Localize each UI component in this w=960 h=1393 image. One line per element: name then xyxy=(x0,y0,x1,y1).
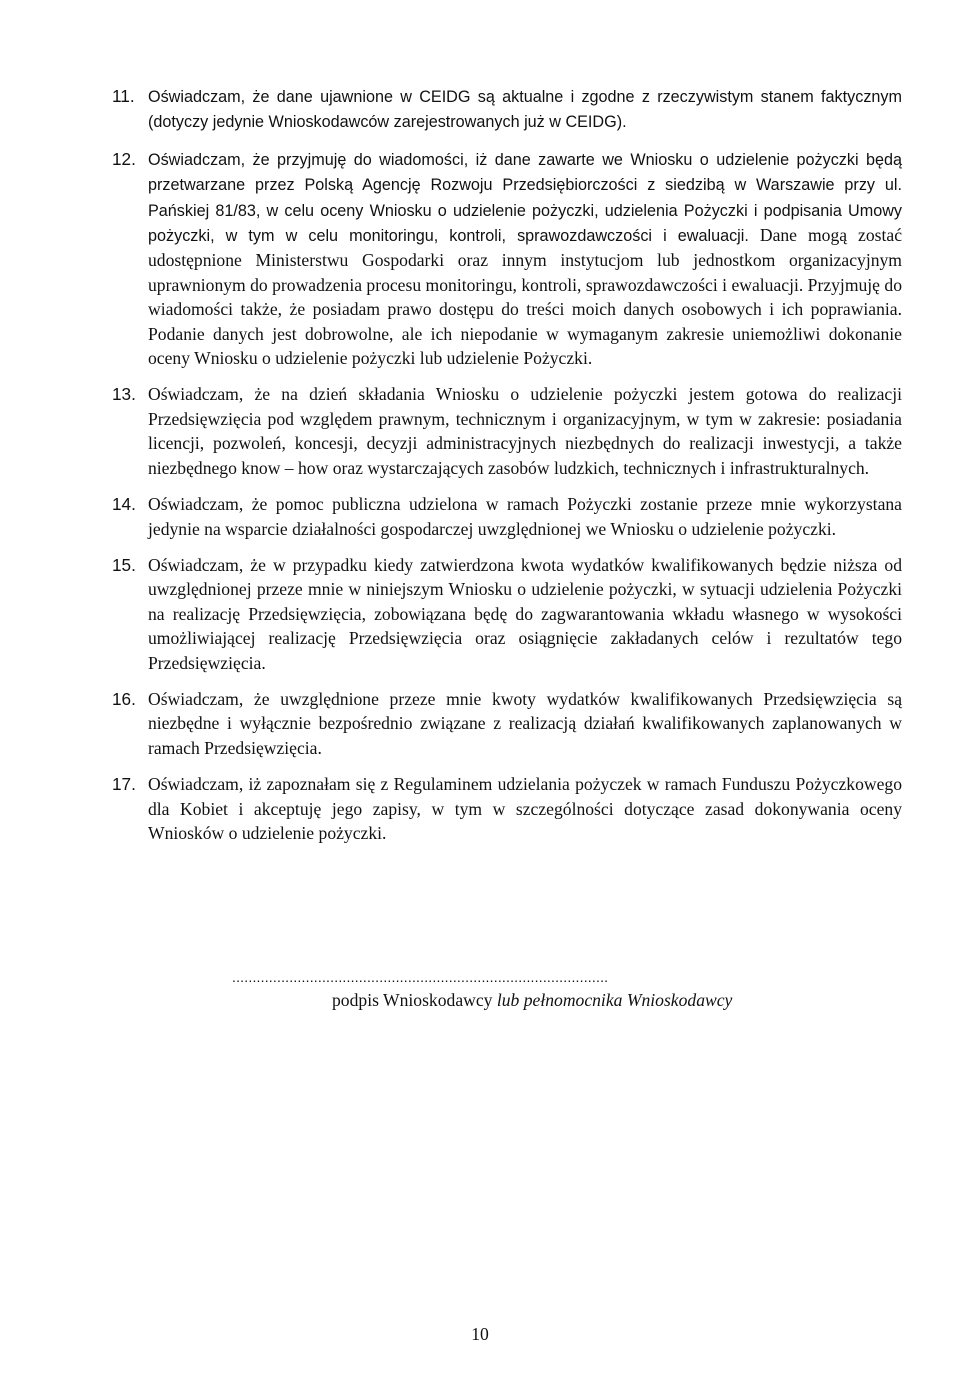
statement-text xyxy=(148,772,902,845)
statement-number: 13. xyxy=(112,384,136,405)
statement-text xyxy=(148,687,902,760)
statement-item xyxy=(112,492,902,541)
statement-item xyxy=(112,687,902,760)
statement-text-segment: Dane mogą zostać udostępnione Ministerstwu Gospodarki oraz innym instytucjom lub jednostkom organizacyjnym uprawnionym do prowadzenia procesu monitoringu, kontroli, sprawozdawczości i ewaluacji. Przyjmuję do wiadomości także, że posiadam prawo dostępu do treści moich danych osobowych i ich poprawiania. Podanie danych jest dobrowolne, ale ich niepodanie w wymaganym zakresie uniemożliwi dokonanie oceny Wniosku o udzielenie pożyczki lub udzielenie Pożyczki. xyxy=(148,225,902,369)
signature-line: ............................................................................................ xyxy=(232,969,609,985)
statement-item xyxy=(112,382,902,480)
statement-text-segment: Oświadczam, że w przypadku kiedy zatwierdzona kwota wydatków kwalifikowanych będzie niższa od uwzględnionej przeze mnie w niniejszym Wniosku o udzielenie pożyczki, w sytuacji udzielenia Pożyczki na realizację Przedsięwzięcia, zobowiązana będę do zagwarantowania wkładu własnego w wysokości umożliwiającej realizację Przedsięwzięcia oraz osiągnięcie zakładanych celów i rezultatów tego Przedsięwzięcia. xyxy=(148,554,902,673)
statement-text-segment: Oświadczam, że na dzień składania Wniosku o udzielenie pożyczki jestem gotowa do realizacji Przedsięwzięcia pod względem prawnym, technicznym i organizacyjnym, w tym w zakresie: posiadania licencji, pozwoleń, koncesji, decyzji administracyjnych niezbędnych do realizacji inwestycji, a także niezbędnego know – how oraz wystarczających zasobów ludzkich, technicznych i infrastrukturalnych. xyxy=(148,384,902,478)
signature-caption-italic: lub pełnomocnika Wnioskodawcy xyxy=(496,990,733,1010)
statement-text xyxy=(148,492,902,541)
statement-text xyxy=(148,84,902,135)
signature-caption xyxy=(332,988,832,1012)
statement-number: 12. xyxy=(112,148,136,169)
statement-number: 16. xyxy=(112,688,136,709)
statement-item xyxy=(112,553,902,675)
statement-text xyxy=(148,553,902,675)
statement-text-segment: Oświadczam, że przyjmuję do wiadomości, iż dane zawarte we Wniosku o udzielenie pożyczki będą przetwarzane przez Polską Agencję Rozwoju Przedsiębiorczości z siedzibą w Warszawie przy ul. Pańskiej 81/83, w celu oceny Wniosku o udzielenie pożyczki, udzielenia Pożyczki i podpisania Umowy pożyczki, w tym w celu monitoringu, kontroli, sprawozdawczości i ewaluacji. xyxy=(148,150,902,246)
statement-number: 15. xyxy=(112,554,136,575)
statement-text-segment: Oświadczam, że uwzględnione przeze mnie kwoty wydatków kwalifikowanych Przedsięwzięcia są niezbędne i wyłącznie bezpośrednio związane z realizacją działań kwalifikowanych zaplanowanych w ramach Przedsięwzięcia. xyxy=(148,688,902,758)
signature-caption-plain: podpis Wnioskodawcy xyxy=(332,990,497,1010)
statement-text-segment: Oświadczam, że pomoc publiczna udzielona w ramach Pożyczki zostanie przeze mnie wykorzystana jedynie na wsparcie działalności gospodarczej uwzględnionej we Wniosku o udzielenie pożyczki. xyxy=(148,494,902,539)
statement-text-segment: Oświadczam, iż zapoznałam się z Regulaminem udzielania pożyczek w ramach Funduszu Pożyczkowego dla Kobiet i akceptuję jego zapisy, w tym w szczególności dotyczące zasad dokonywania oceny Wniosków o udzielenie pożyczki. xyxy=(148,774,902,843)
statement-item xyxy=(112,147,902,371)
statement-text xyxy=(148,382,902,480)
statement-item xyxy=(112,84,902,135)
statement-item xyxy=(112,772,902,845)
signature-block xyxy=(232,968,832,1012)
statement-text-segment: Oświadczam, że dane ujawnione w CEIDG są aktualne i zgodne z rzeczywistym stanem faktycznym (dotyczy jedynie Wnioskodawców zarejestrowanych już w CEIDG). xyxy=(148,88,902,132)
statement-text xyxy=(148,147,902,371)
statement-number: 17. xyxy=(112,774,136,795)
statement-list xyxy=(112,84,902,857)
page-number: 10 xyxy=(471,1324,489,1344)
statement-number: 14. xyxy=(112,494,136,515)
statement-number: 11. xyxy=(112,86,135,106)
